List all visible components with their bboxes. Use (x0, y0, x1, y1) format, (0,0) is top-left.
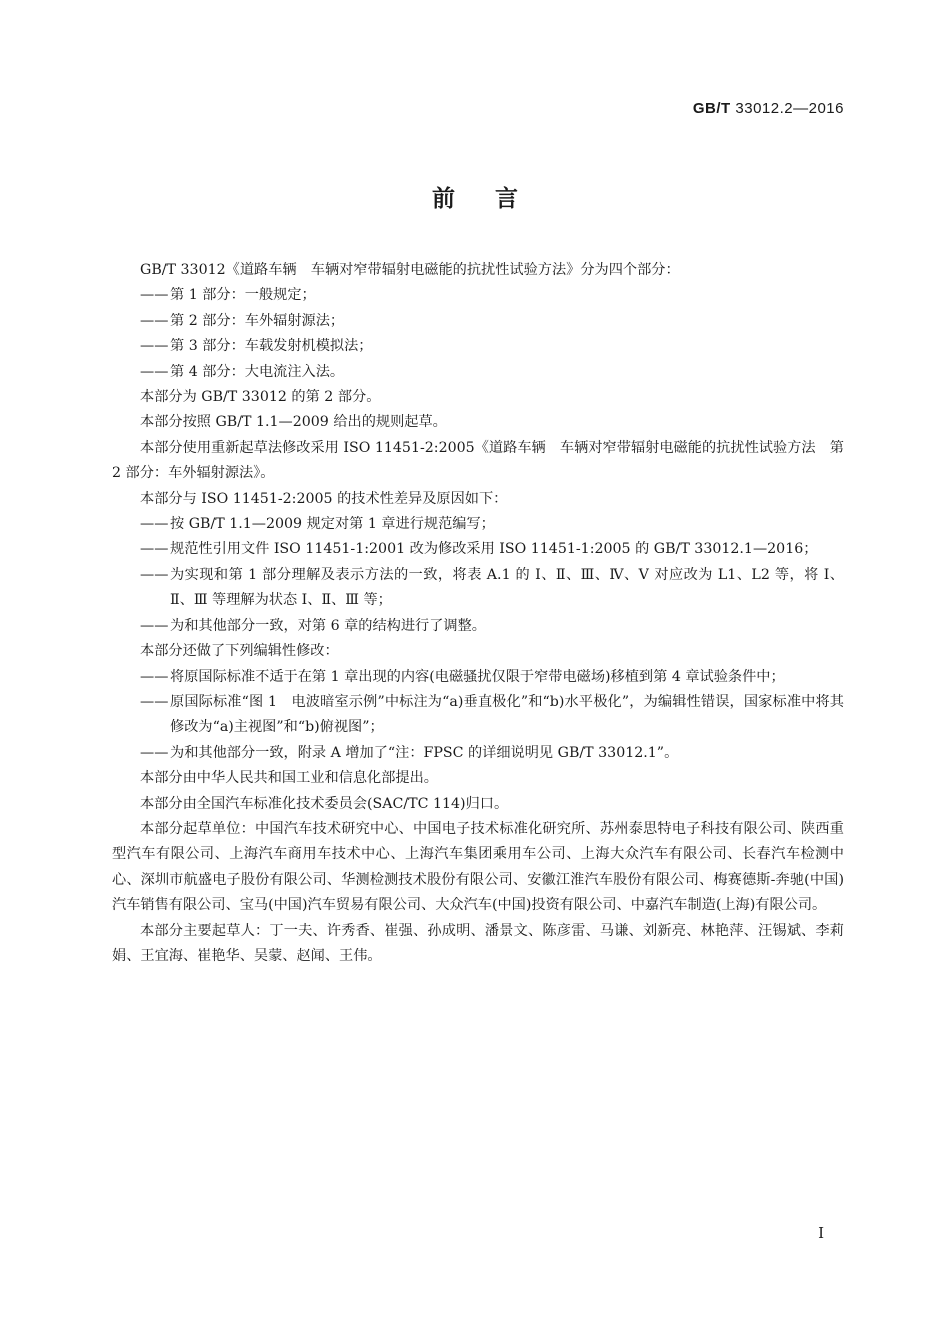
dash-list-item (112, 360, 844, 385)
dash-mark: —— (140, 516, 169, 533)
document-body (112, 258, 844, 969)
paragraph: 本部分由中华人民共和国工业和信息化部提出。 (140, 770, 438, 787)
dash-mark: —— (140, 363, 169, 380)
dash-mark: —— (140, 338, 169, 355)
dash-mark: —— (140, 287, 169, 304)
dash-list-item (112, 309, 844, 334)
dash-list-item (112, 334, 844, 359)
standard-code-prefix: GB/T (692, 100, 731, 117)
paragraph: 本部分与 ISO 11451-2:2005 的技术性差异及原因如下： (140, 490, 508, 507)
dash-item-text: 第 2 部分：车外辐射源法； (170, 312, 345, 329)
page-title: 前言 (432, 186, 558, 212)
dash-mark: —— (140, 744, 169, 761)
dash-list-item (112, 512, 844, 537)
dash-list-item (112, 283, 844, 308)
dash-item-text: 第 3 部分：车载发射机模拟法； (170, 338, 373, 355)
dash-item-text: 为实现和第 1 部分理解及表示方法的一致，将表 A.1 的 Ⅰ、Ⅱ、Ⅲ、Ⅳ、Ⅴ 对应改为 L1、L2 等，将 Ⅰ、Ⅱ、Ⅲ 等理解为状态 Ⅰ、Ⅱ、Ⅲ 等； (170, 566, 844, 609)
dash-item-text: 按 GB/T 1.1—2009 规定对第 1 章进行规范编写； (170, 516, 495, 533)
dash-mark: —— (140, 312, 169, 329)
dash-mark: —— (140, 617, 169, 634)
dash-list-item (112, 614, 844, 639)
standard-code-number: 33012.2—2016 (735, 100, 844, 117)
dash-item-text: 为和其他部分一致，对第 6 章的结构进行了调整。 (170, 617, 486, 634)
dash-mark: —— (140, 566, 169, 583)
dash-item-text: 为和其他部分一致，附录 A 增加了“注：FPSC 的详细说明见 GB/T 33012.1”。 (170, 744, 679, 761)
page-number: Ⅰ (818, 1224, 824, 1242)
dash-item-text: 第 1 部分：一般规定； (170, 287, 316, 304)
paragraph: GB/T 33012《道路车辆 车辆对窄带辐射电磁能的抗扰性试验方法》分为四个部分： (140, 262, 680, 278)
dash-mark: —— (140, 541, 169, 558)
paragraph: 本部分由全国汽车标准化技术委员会(SAC/TC 114)归口。 (140, 795, 509, 812)
dash-mark: —— (140, 693, 169, 710)
standard-code (693, 100, 844, 117)
dash-list-item (112, 690, 844, 741)
dash-list-item (112, 563, 844, 614)
dash-item-text: 原国际标准“图 1 电波暗室示例”中标注为“a)垂直极化”和“b)水平极化”，为编辑性错误，国家标准中将其修改为“a)主视图”和“b)俯视图”； (170, 693, 844, 736)
dash-item-text: 将原国际标准不适于在第 1 章出现的内容(电磁骚扰仅限于窄带电磁场)移植到第 4 章试验条件中； (170, 668, 785, 685)
paragraph: 本部分起草单位：中国汽车技术研究中心、中国电子技术标准化研究所、苏州泰思特电子科技有限公司、陕西重型汽车有限公司、上海汽车商用车技术中心、上海汽车集团乘用车公司、上海大众汽车有限公司、长春汽车检测中心、深圳市航盛电子股份有限公司、华测检测技术股份有限公司、安徽江淮汽车股份有限公司、梅赛德斯-奔驰(中国)汽车销售有限公司、宝马(中国)汽车贸易有限公司、大众汽车(中国)投资有限公司、中嘉汽车制造(上海)有限公司。 (112, 820, 844, 914)
dash-list-item (112, 741, 844, 766)
dash-item-text: 规范性引用文件 ISO 11451-1:2001 改为修改采用 ISO 11451-1:2005 的 GB/T 33012.1—2016； (170, 541, 818, 558)
paragraph: 本部分使用重新起草法修改采用 ISO 11451-2:2005《道路车辆 车辆对窄带辐射电磁能的抗扰性试验方法 第 2 部分：车外辐射源法》。 (112, 439, 844, 482)
paragraph: 本部分还做了下列编辑性修改： (140, 643, 339, 660)
dash-mark: —— (140, 668, 169, 685)
paragraph: 本部分主要起草人：丁一夫、许秀香、崔强、孙成明、潘景文、陈彦雷、马谦、刘新亮、林艳萍、汪锡斌、李莉娟、王宜海、崔艳华、吴蒙、赵闻、王伟。 (112, 922, 844, 964)
dash-list-item (112, 665, 844, 690)
paragraph: 本部分按照 GB/T 1.1—2009 给出的规则起草。 (140, 414, 447, 431)
dash-list-item (112, 537, 844, 562)
paragraph: 本部分为 GB/T 33012 的第 2 部分。 (140, 389, 381, 406)
dash-item-text: 第 4 部分：大电流注入法。 (170, 363, 345, 380)
